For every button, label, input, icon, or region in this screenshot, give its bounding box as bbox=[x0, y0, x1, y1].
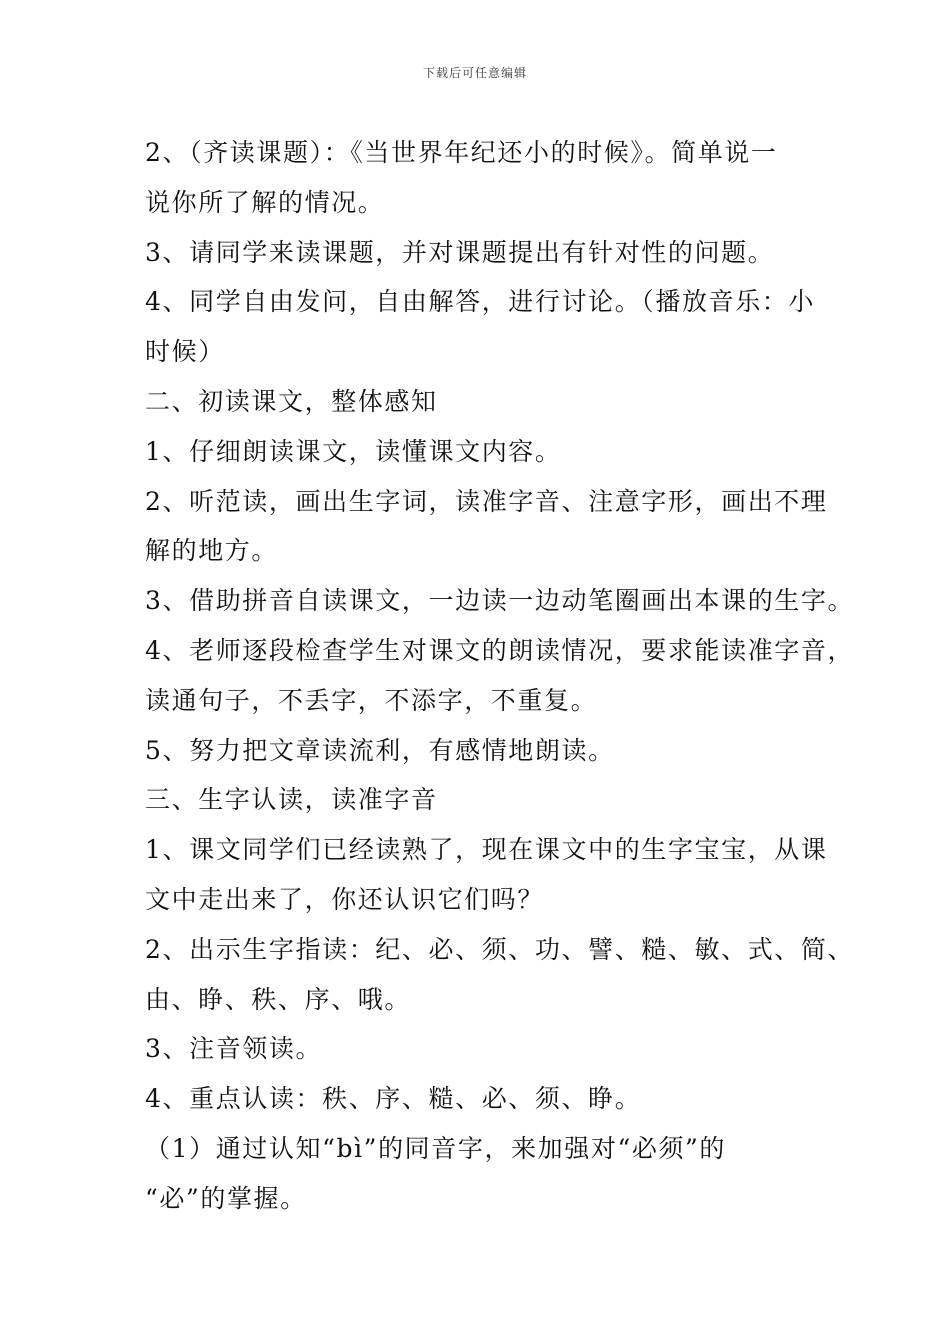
text-line: 3、请同学来读课题，并对课题提出有针对性的问题。 bbox=[145, 237, 775, 267]
text-line: 1、课文同学们已经读熟了，现在课文中的生字宝宝，从课 bbox=[145, 835, 828, 865]
text-line: 2、（齐读课题）：《当世界年纪还小的时候》。简单说一 bbox=[145, 138, 778, 167]
text-line: 由、睁、秩、序、哦。 bbox=[145, 984, 412, 1014]
text-line: （1）通过认知“bì”的同音字，来加强对“必须”的 bbox=[145, 1133, 727, 1163]
text-line: 4、同学自由发问，自由解答，进行讨论。（播放音乐：小 bbox=[145, 287, 816, 317]
section-heading: 二、初读课文，整体感知 bbox=[145, 386, 438, 416]
text-line: 4、老师逐段检查学生对课文的朗读情况，要求能读准字音， bbox=[145, 635, 855, 665]
text-line: 说你所了解的情况。 bbox=[145, 187, 385, 217]
text-line: 读通句子，不丢字，不添字，不重复。 bbox=[145, 685, 598, 715]
document-body bbox=[145, 128, 855, 1224]
section-heading: 三、生字认读，读准字音 bbox=[145, 785, 438, 815]
text-line: 5、努力把文章读流利，有感情地朗读。 bbox=[145, 735, 615, 765]
page-header: 下载后可任意编辑 bbox=[422, 66, 527, 80]
text-line: 4、重点认读：秩、序、糙、必、须、睁。 bbox=[145, 1084, 642, 1114]
text-line: 时候） bbox=[145, 337, 225, 367]
text-line: 2、出示生字指读：纪、必、须、功、譬、糙、敏、式、简、 bbox=[145, 934, 855, 964]
text-line: 解的地方。 bbox=[145, 536, 279, 566]
text-line: 文中走出来了，你还认识它们吗？ bbox=[145, 884, 545, 914]
text-line: 2、听范读，画出生字词，读准字音、注意字形，画出不理 bbox=[145, 486, 828, 516]
text-line: 1、仔细朗读课文，读懂课文内容。 bbox=[145, 436, 562, 466]
text-line: 3、借助拼音自读课文，一边读一边动笔圈画出本课的生字。 bbox=[145, 586, 855, 616]
text-line: 3、注音领读。 bbox=[145, 1034, 323, 1064]
text-line: “必”的掌握。 bbox=[145, 1183, 307, 1213]
